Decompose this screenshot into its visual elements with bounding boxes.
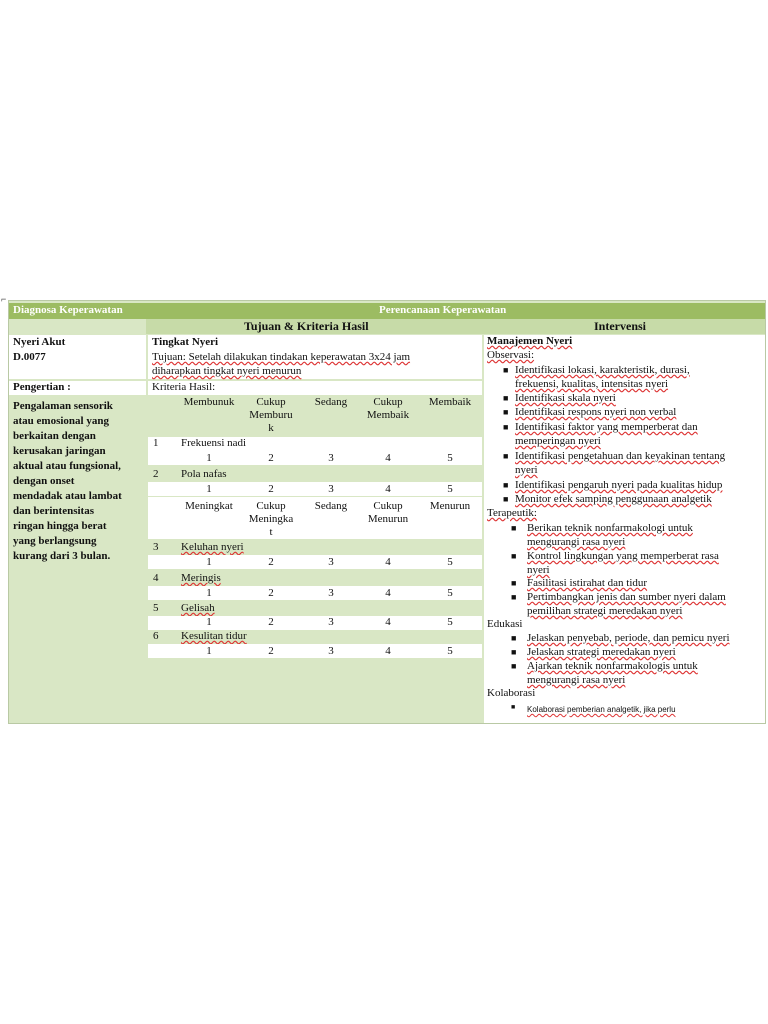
bullet-icon: ■ (503, 451, 509, 461)
bullet-icon: ■ (511, 578, 517, 588)
tujuan-line-2: diharapkan tingkat nyeri menurun (152, 365, 302, 377)
observasi-item: frekuensi, kualitas, intensitas nyeri (515, 378, 669, 390)
scale-b-3: Sedang (314, 500, 348, 512)
scale-b-4: Cukup Menurun (367, 500, 409, 525)
score-3: 3 (328, 452, 334, 464)
header-row-2 (146, 319, 765, 334)
definition-line: atau emosional yang (13, 415, 109, 427)
scale-a-3: Sedang (314, 396, 348, 408)
observasi-item: memperingan nyeri (515, 435, 601, 447)
definition-line: Pengalaman sensorik (13, 400, 113, 412)
bullet-icon: ■ (503, 494, 509, 504)
criterion-3-label: Keluhan nyeri (181, 541, 244, 553)
score-1: 1 (206, 616, 212, 628)
bullet-icon: ■ (511, 633, 517, 643)
bullet-icon: ■ (511, 523, 517, 533)
score-5: 5 (447, 452, 453, 464)
bullet-icon: ■ (511, 647, 517, 657)
score-4: 4 (385, 616, 391, 628)
terapeutik-item: Fasilitasi istirahat dan tidur (527, 577, 648, 589)
definition-line: aktual atau fungsional, (13, 460, 121, 472)
scale-a-5: Membaik (428, 396, 472, 408)
score-5: 5 (447, 645, 453, 657)
score-3: 3 (328, 587, 334, 599)
score-4: 4 (385, 645, 391, 657)
score-2: 2 (268, 587, 274, 599)
score-5: 5 (447, 616, 453, 628)
kolaborasi-label: Kolaborasi (487, 687, 536, 699)
criterion-4-no: 4 (153, 572, 159, 584)
scale-a-4: Cukup Membaik (366, 396, 410, 421)
observasi-item: Monitor efek samping penggunaan analgetik (515, 493, 712, 505)
intervensi-title: Manajemen Nyeri (487, 335, 573, 347)
bullet-icon: ■ (511, 592, 517, 602)
score-3: 3 (328, 616, 334, 628)
criterion-2-label: Pola nafas (181, 468, 227, 480)
score-1: 1 (206, 587, 212, 599)
score-2: 2 (268, 483, 274, 495)
observasi-item: Identifikasi lokasi, karakteristik, durasi, (515, 364, 690, 376)
bullet-icon: ■ (511, 703, 516, 711)
score-2: 2 (268, 645, 274, 657)
edukasi-item: Jelaskan penyebab, periode, dan pemicu nyeri (527, 632, 730, 644)
bullet-icon: ■ (503, 422, 509, 432)
criterion-1-label: Frekuensi nadi (181, 437, 247, 449)
criterion-3-no: 3 (153, 541, 159, 553)
criterion-1-no: 1 (153, 437, 159, 449)
terapeutik-item: Kontrol lingkungan yang memperberat rasa (527, 550, 719, 562)
scale-b-1: Meningkat (185, 500, 233, 512)
observasi-item: nyeri (515, 464, 538, 476)
score-5: 5 (447, 483, 453, 495)
score-1: 1 (206, 483, 212, 495)
score-2: 2 (268, 556, 274, 568)
score-3: 3 (328, 483, 334, 495)
edukasi-label: Edukasi (487, 618, 523, 630)
definition-line: mendadak atau lambat (13, 490, 122, 502)
score-5: 5 (447, 587, 453, 599)
terapeutik-label: Terapeutik: (487, 507, 537, 519)
edukasi-item: Ajarkan teknik nonfarmakologis untuk (527, 660, 698, 672)
header-intervensi: Intervensi (594, 319, 646, 333)
bullet-icon: ■ (503, 365, 509, 375)
tujuan-line-1: Tujuan: Setelah dilakukan tindakan keperawatan 3x24 jam (152, 351, 411, 363)
bullet-icon: ■ (503, 407, 509, 417)
bullet-icon: ■ (511, 661, 517, 671)
edukasi-item: Jelaskan strategi meredakan nyeri (527, 646, 676, 658)
criterion-5-no: 5 (153, 602, 159, 614)
definition-line: ringan hingga berat (13, 520, 107, 532)
header-tujuan: Tujuan & Kriteria Hasil (244, 319, 369, 333)
criterion-4-label: Meringis (181, 572, 221, 584)
header-diagnosa: Diagnosa Keperawatan (13, 304, 123, 316)
criterion-2-no: 2 (153, 468, 159, 480)
observasi-label: Observasi: (487, 349, 535, 361)
score-2: 2 (268, 452, 274, 464)
definition-line: dengan onset (13, 475, 75, 487)
definition-line: dan berintensitas (13, 505, 94, 517)
kolaborasi-item: Kolaborasi pemberian analgetik, jika perlu (527, 705, 676, 714)
bullet-icon: ■ (511, 551, 517, 561)
observasi-item: Identifikasi pengaruh nyeri pada kualitas hidup (515, 479, 723, 491)
terapeutik-item: nyeri (527, 564, 550, 576)
terapeutik-item: Pertimbangkan jenis dan sumber nyeri dalam (527, 591, 726, 603)
tujuan-title: Tingkat Nyeri (152, 336, 219, 348)
pengertian-label: Pengertian : (13, 381, 71, 393)
observasi-item: Identifikasi skala nyeri (515, 392, 616, 404)
criterion-5-label: Gelisah (181, 602, 215, 614)
corner-mark: ⌐ (1, 294, 7, 304)
definition-line: berkaitan dengan (13, 430, 96, 442)
score-1: 1 (206, 452, 212, 464)
care-plan-table (8, 300, 766, 724)
criterion-6-label: Kesulitan tidur (181, 630, 247, 642)
header-perencanaan: Perencanaan Keperawatan (379, 304, 507, 316)
score-4: 4 (385, 556, 391, 568)
score-4: 4 (385, 587, 391, 599)
criterion-6-no: 6 (153, 630, 159, 642)
edukasi-item: mengurangi rasa nyeri (527, 674, 626, 686)
diagnosa-definition (13, 399, 143, 564)
score-1: 1 (206, 645, 212, 657)
terapeutik-item: Berikan teknik nonfarmakologi untuk (527, 522, 693, 534)
observasi-item: Identifikasi faktor yang memperberat dan (515, 421, 698, 433)
definition-line: kerusakan jaringan (13, 445, 106, 457)
scale-b-5: Menurun (429, 500, 471, 512)
scale-a-1: Membunuk (183, 396, 235, 408)
score-1: 1 (206, 556, 212, 568)
terapeutik-item: pemilihan strategi meredakan nyeri (527, 605, 683, 617)
kriteria-label: Kriteria Hasil: (152, 381, 216, 393)
scale-b-2: Cukup Meningka t (248, 500, 294, 538)
score-4: 4 (385, 483, 391, 495)
score-3: 3 (328, 556, 334, 568)
score-3: 3 (328, 645, 334, 657)
observasi-item: Identifikasi respons nyeri non verbal (515, 406, 677, 418)
score-2: 2 (268, 616, 274, 628)
observasi-item: Identifikasi pengetahuan dan keyakinan tentang (515, 450, 726, 462)
terapeutik-item: mengurangi rasa nyeri (527, 536, 626, 548)
header-row-1 (9, 303, 765, 319)
score-5: 5 (447, 556, 453, 568)
bullet-icon: ■ (503, 480, 509, 490)
bullet-icon: ■ (503, 393, 509, 403)
scale-a-2: Cukup Memburu k (249, 396, 293, 434)
definition-line: yang berlangsung (13, 535, 97, 547)
diagnosa-code: D.0077 (13, 351, 46, 363)
definition-line: kurang dari 3 bulan. (13, 550, 111, 562)
score-4: 4 (385, 452, 391, 464)
diagnosa-name: Nyeri Akut (13, 336, 66, 348)
